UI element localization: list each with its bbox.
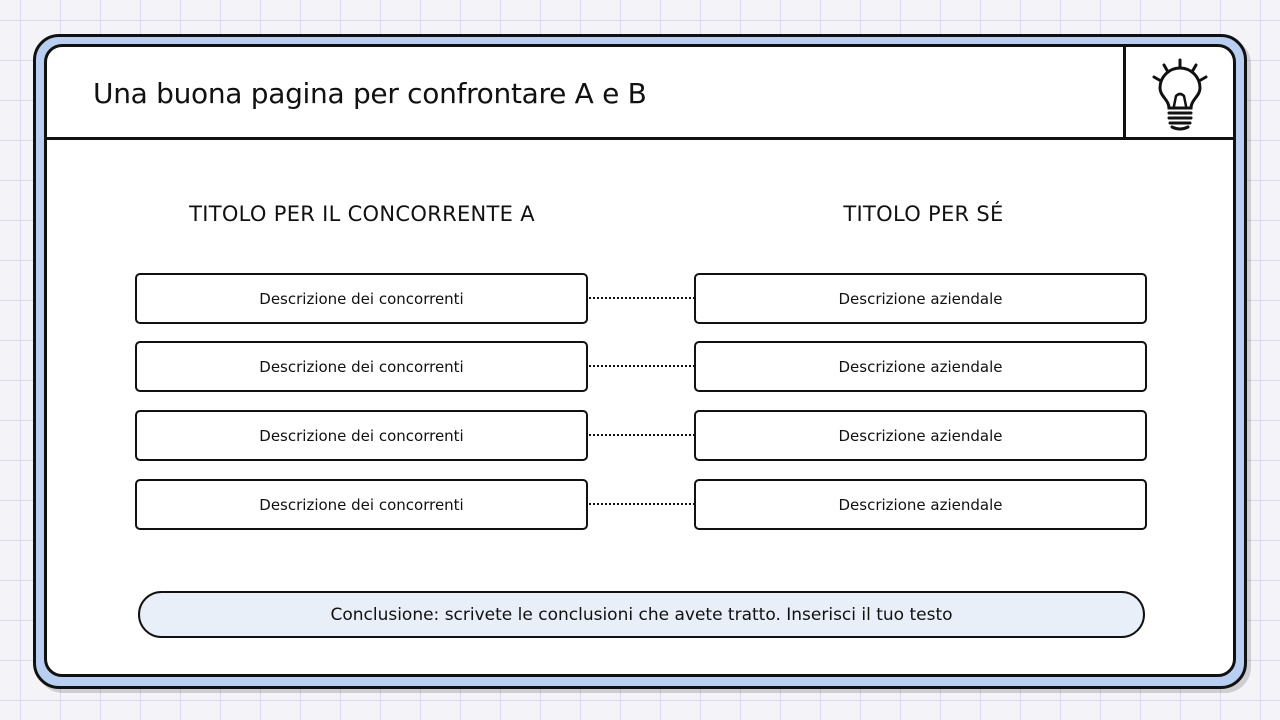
competitor-description-box[interactable] xyxy=(135,341,588,392)
competitor-description: Descrizione dei concorrenti xyxy=(259,357,464,376)
connector-line xyxy=(589,365,695,367)
company-description-box[interactable] xyxy=(694,273,1147,324)
competitor-description: Descrizione dei concorrenti xyxy=(259,426,464,445)
conclusion-box[interactable] xyxy=(138,591,1145,638)
company-description: Descrizione aziendale xyxy=(838,289,1003,308)
conclusion-text: Conclusione: scrivete le conclusioni che avete tratto. Inserisci il tuo testo xyxy=(330,604,953,625)
connector-line xyxy=(589,297,695,299)
competitor-description: Descrizione dei concorrenti xyxy=(259,495,464,514)
connector-line xyxy=(589,503,695,505)
connector-line xyxy=(589,434,695,436)
competitor-description: Descrizione dei concorrenti xyxy=(259,289,464,308)
company-description: Descrizione aziendale xyxy=(838,426,1003,445)
competitor-description-box[interactable] xyxy=(135,410,588,461)
page-title: Una buona pagina per confrontare A e B xyxy=(93,77,647,110)
company-description-box[interactable] xyxy=(694,341,1147,392)
left-column-heading: TITOLO PER IL CONCORRENTE A xyxy=(189,202,535,226)
lightbulb-icon xyxy=(1150,56,1210,132)
competitor-description-box[interactable] xyxy=(135,273,588,324)
competitor-description-box[interactable] xyxy=(135,479,588,530)
slide-header xyxy=(47,47,1233,140)
slide-frame xyxy=(33,34,1247,689)
company-description: Descrizione aziendale xyxy=(838,357,1003,376)
icon-box xyxy=(1123,47,1233,140)
company-description-box[interactable] xyxy=(694,410,1147,461)
company-description-box[interactable] xyxy=(694,479,1147,530)
slide-card xyxy=(44,44,1236,677)
right-column-heading: TITOLO PER SÉ xyxy=(843,202,1004,226)
company-description: Descrizione aziendale xyxy=(838,495,1003,514)
